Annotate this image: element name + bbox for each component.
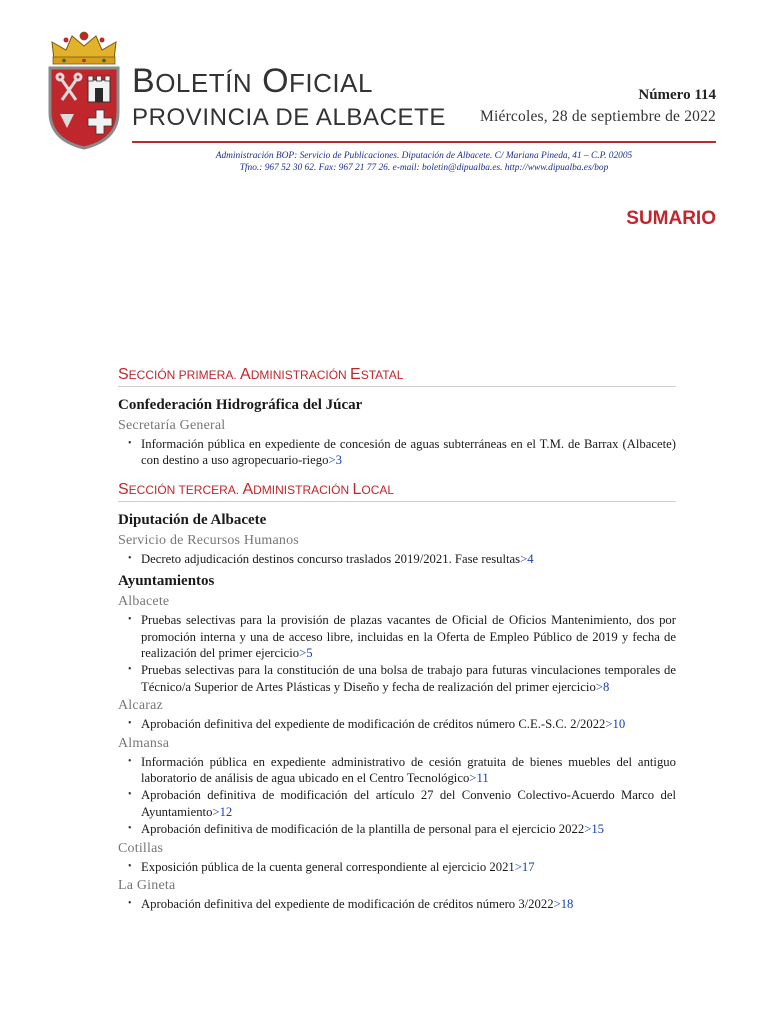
list-item: • Aprobación definitiva de modificación del artículo 27 del Convenio Colectivo-Acuerdo Marco del Ayuntamiento>12 (118, 787, 676, 820)
page-link[interactable]: >17 (514, 859, 535, 874)
list-item: • Exposición pública de la cuenta general correspondiente al ejercicio 2021>17 (118, 859, 676, 875)
municipality-name: Albacete (118, 594, 170, 610)
page-link[interactable]: >18 (553, 897, 574, 912)
page-link[interactable]: >12 (212, 804, 233, 819)
table-of-contents (118, 366, 676, 914)
organization-name: Confederación Hidrográfica del Júcar (118, 397, 363, 413)
issue-date: Miércoles, 28 de septiembre de 2022 (480, 108, 716, 125)
department-name: Secretaría General (118, 418, 226, 433)
list-item: • Aprobación definitiva del expediente de modificación de créditos número C.E.-S.C. 2/2022>10 (118, 716, 676, 732)
municipality-name: Cotillas (118, 840, 164, 856)
list-item: • Pruebas selectivas para la constitución de una bolsa de trabajo para futuras vinculaciones temporales de Técnico/a Superior de Artes Plásticas y Diseño y fecha de realización del primer ejercicio>8 (118, 662, 676, 695)
list-item: • Aprobación definitiva del expediente de modificación de créditos número 3/2022>18 (118, 896, 676, 912)
section-heading-primera: SECCIÓN PRIMERA. ADMINISTRACIÓN ESTATAL (118, 366, 676, 387)
page-link[interactable]: >3 (328, 453, 342, 468)
department-name: Servicio de Recursos Humanos (118, 532, 299, 548)
contact-phone-email: Tfno.: 967 52 30 62. Fax: 967 21 77 26. e-mail: boletin@dipualba.es. http://www.dipualba.es/bop (239, 163, 609, 173)
list-item: • Aprobación definitiva de modificación de la plantilla de personal para el ejercicio 2022>15 (118, 821, 676, 837)
municipality-name: La Gineta (118, 878, 176, 894)
list-item: • Información pública en expediente de concesión de aguas subterráneas en el T.M. de Barrax (Albacete) con destino a uso agropecuario-riego>3 (118, 436, 676, 469)
bulletin-title: BOLETÍN OFICIAL (132, 62, 373, 100)
bulletin-subtitle: PROVINCIA DE ALBACETE (132, 104, 447, 131)
municipality-name: Almansa (118, 735, 170, 751)
organization-name: Ayuntamientos (118, 573, 215, 590)
page-link[interactable]: >8 (595, 679, 610, 694)
list-item: • Pruebas selectivas para la provisión de plazas vacantes de Oficial de Oficios Mantenimiento, dos por promoción interna y una de acceso libre, incluidas en la Oferta de Empleo Público de 2019 y fecha de realización del primer ejercicio>5 (118, 612, 676, 661)
page-link[interactable]: >5 (299, 646, 313, 661)
page-link[interactable]: >11 (469, 771, 489, 786)
section-heading-tercera: SECCIÓN TERCERA. ADMINISTRACIÓN LOCAL (118, 481, 676, 502)
header-divider (132, 141, 716, 143)
municipality-name: Alcaraz (118, 698, 163, 714)
sumario-heading: SUMARIO (626, 208, 716, 229)
province-coat-of-arms-logo (44, 30, 124, 150)
page-link[interactable]: >4 (520, 551, 534, 566)
contact-address: Administración BOP: Servicio de Publicaciones. Diputación de Albacete. C/ Mariana Pineda, 41 – C.P. 02005 (215, 151, 633, 161)
list-item: • Información pública en expediente administrativo de cesión gratuita de bienes muebles del antiguo laboratorio de análisis de agua ubicado en el Centro Tecnológico>11 (118, 754, 676, 787)
list-item: • Decreto adjudicación destinos concurso traslados 2019/2021. Fase resultas>4 (118, 551, 676, 567)
organization-name: Diputación de Albacete (118, 511, 267, 528)
issue-number: Número 114 (638, 87, 716, 103)
page-link[interactable]: >15 (584, 822, 605, 837)
page-link[interactable]: >10 (605, 717, 626, 732)
